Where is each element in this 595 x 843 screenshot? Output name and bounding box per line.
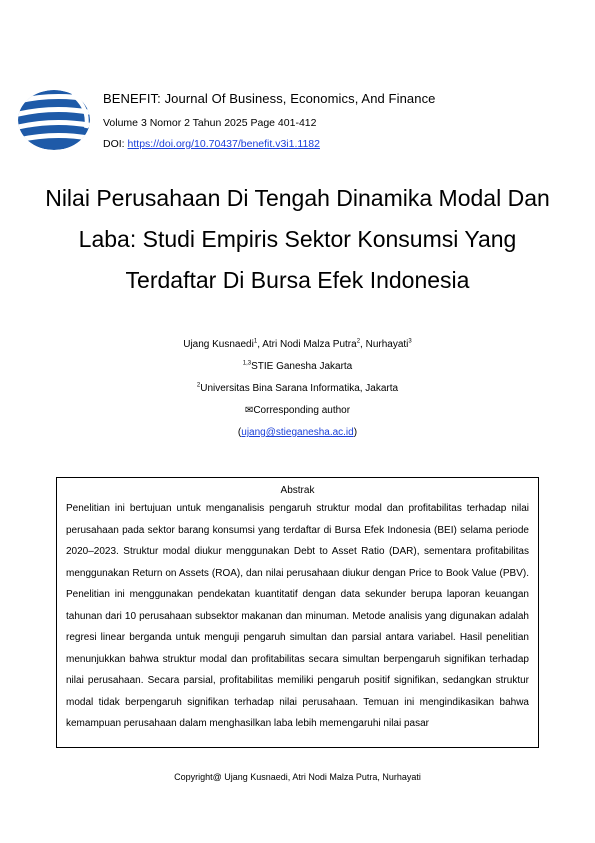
- author-name: Atri Nodi Malza Putra: [262, 339, 357, 350]
- corresponding-label: Corresponding author: [253, 405, 351, 416]
- volume-info: Volume 3 Nomor 2 Tahun 2025 Page 401-412: [103, 117, 317, 129]
- author-separator: ,: [360, 339, 366, 350]
- affiliation-1: [0, 356, 595, 378]
- email-open-paren: (: [237, 427, 242, 438]
- copyright-footer: Copyright@ Ujang Kusnaedi, Atri Nodi Malza Putra, Nurhayati: [174, 772, 421, 782]
- article-title: Nilai Perusahaan Di Tengah Dinamika Modal Dan Laba: Studi Empiris Sektor Konsumsi Yang Terdaftar Di Bursa Efek Indonesia: [45, 185, 550, 293]
- author-separator: ,: [257, 339, 263, 350]
- doi-line: [103, 138, 320, 150]
- doi-link[interactable]: https://doi.org/10.70437/benefit.v3i1.1182: [127, 138, 320, 150]
- affiliation-sup: 1,3: [242, 360, 252, 367]
- abstract-box: [56, 477, 539, 748]
- author-name: Ujang Kusnaedi: [183, 339, 254, 350]
- authors-block: [0, 334, 595, 444]
- affiliation-2: [0, 378, 595, 400]
- affiliation-sup: 2: [196, 382, 201, 389]
- affiliation-text: Universitas Bina Sarana Informatika, Jakarta: [200, 383, 399, 394]
- author-sup: 1: [253, 338, 258, 345]
- email-close-paren: ): [353, 427, 358, 438]
- doi-label: DOI:: [103, 138, 128, 150]
- email-link[interactable]: ujang@stieganesha.ac.id: [241, 427, 354, 438]
- journal-logo-icon: [16, 88, 92, 152]
- abstract-text: Penelitian ini bertujuan untuk menganalisis pengaruh struktur modal dan profitabilitas terhadap nilai perusahaan pada sektor barang konsumsi yang terdaftar di Bursa Efek Indonesia (BEI) selama periode 2020–2023. Struktur modal diukur menggunakan Debt to Asset Ratio (DAR), sementara profitabilitas menggunakan Return on Assets (ROA), dan nilai perusahaan diukur dengan Price to Book Value (PBV). Penelitian ini menggunakan pendekatan kuantitatif dengan data sekunder berupa laporan keuangan tahunan dari 10 perusahaan subsektor makanan dan minuman. Metode analisis yang digunakan adalah regresi linear berganda untuk menguji pengaruh simultan dan parsial antara variabel. Hasil penelitian menunjukkan bahwa struktur modal dan profitabilitas secara simultan berpengaruh signifikan terhadap nilai perusahaan. Secara parsial, profitabilitas memiliki pengaruh positif signifikan, sedangkan struktur modal tidak berpengaruh signifikan terhadap nilai perusahaan. Temuan ini mengindikasikan bahwa kemampuan perusahaan dalam menghasilkan laba lebih memengaruhi nilai pasar: [66, 503, 529, 729]
- corresponding-author: [0, 400, 595, 422]
- journal-title: BENEFIT: Journal Of Business, Economics, And Finance: [103, 91, 436, 106]
- author-sup: 3: [408, 338, 412, 345]
- author-sup: 2: [356, 338, 361, 345]
- envelope-icon: ✉: [244, 405, 254, 416]
- author-name: Nurhayati: [365, 339, 409, 350]
- author-names: [0, 334, 595, 356]
- abstract-heading: Abstrak: [280, 485, 315, 496]
- affiliation-text: STIE Ganesha Jakarta: [251, 361, 353, 372]
- corresponding-email: [0, 422, 595, 444]
